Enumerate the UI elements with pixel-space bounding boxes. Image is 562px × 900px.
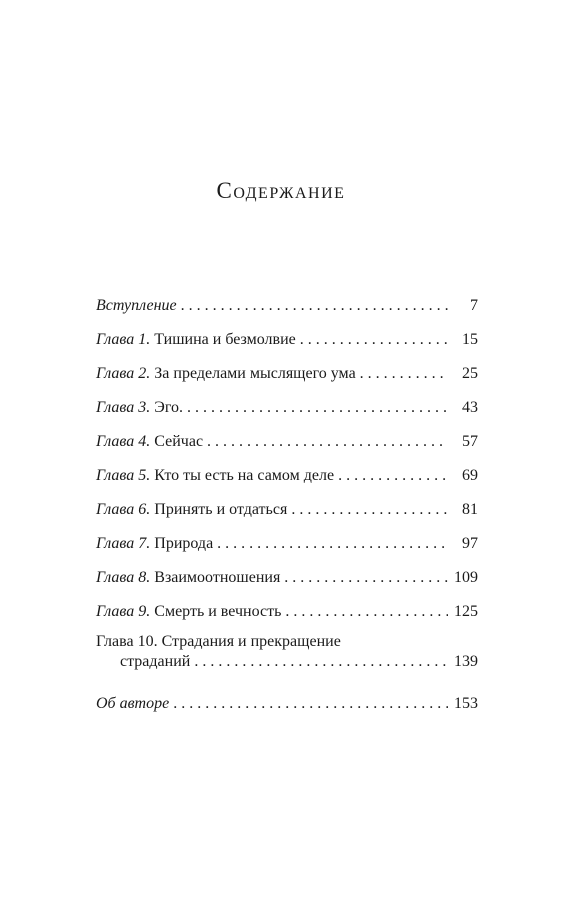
dot-leader <box>217 534 448 554</box>
toc-entry-label: Глава 6. Принять и отдаться <box>96 501 288 518</box>
toc-entry-label: Глава 3. Эго. <box>96 399 183 416</box>
toc-entry-label: Глава 10. Страдания и прекращение <box>96 633 341 650</box>
toc-page-number: 15 <box>462 331 478 348</box>
dot-leader <box>207 432 448 452</box>
toc-page-number: 153 <box>454 695 478 712</box>
toc-entry-intro <box>96 288 478 322</box>
toc-entry-about-author <box>96 686 478 720</box>
toc-page-number: 7 <box>470 297 478 314</box>
table-of-contents <box>96 288 478 720</box>
toc-entry-chapter-5 <box>96 458 478 492</box>
dot-leader <box>291 500 448 520</box>
toc-entry-chapter-6 <box>96 492 478 526</box>
toc-page-number: 81 <box>462 501 478 518</box>
dot-leader <box>360 364 448 384</box>
toc-entry-chapter-4 <box>96 424 478 458</box>
dot-leader <box>194 652 448 672</box>
toc-entry-label: Об авторе <box>96 695 170 712</box>
toc-entry-chapter-10 <box>96 628 478 686</box>
dot-leader <box>300 330 448 350</box>
toc-page-number: 43 <box>462 399 478 416</box>
toc-page-number: 97 <box>462 535 478 552</box>
toc-entry-label: Глава 7. Природа <box>96 535 214 552</box>
dot-leader <box>181 296 448 316</box>
toc-entry-chapter-7 <box>96 526 478 560</box>
toc-page-number: 125 <box>454 603 478 620</box>
toc-page-number: 139 <box>454 653 478 670</box>
toc-entry-label: Глава 1. Тишина и безмолвие <box>96 331 296 348</box>
toc-page-number: 57 <box>462 433 478 450</box>
toc-entry-label: Глава 8. Взаимоотношения <box>96 569 281 586</box>
dot-leader <box>187 398 448 418</box>
toc-entry-label: Глава 5. Кто ты есть на самом деле <box>96 467 335 484</box>
toc-page-number: 25 <box>462 365 478 382</box>
toc-entry-label: Глава 2. За пределами мыслящего ума <box>96 365 356 382</box>
toc-entry-chapter-8 <box>96 560 478 594</box>
toc-entry-label: Глава 4. Сейчас <box>96 433 204 450</box>
toc-entry-chapter-1 <box>96 322 478 356</box>
toc-entry-chapter-3 <box>96 390 478 424</box>
toc-page-number: 69 <box>462 467 478 484</box>
dot-leader <box>285 602 448 622</box>
toc-page-number: 109 <box>454 569 478 586</box>
dot-leader <box>338 466 448 486</box>
toc-entry-chapter-2 <box>96 356 478 390</box>
toc-entry-continuation <box>96 652 478 672</box>
dot-leader <box>173 694 448 714</box>
page-title: Содержание <box>216 178 346 203</box>
dot-leader <box>284 568 448 588</box>
toc-entry-label: Вступление <box>96 297 177 314</box>
toc-entry-label: Глава 9. Смерть и вечность <box>96 603 282 620</box>
toc-entry-label-continuation: страданий <box>120 653 191 670</box>
toc-entry-chapter-9 <box>96 594 478 628</box>
